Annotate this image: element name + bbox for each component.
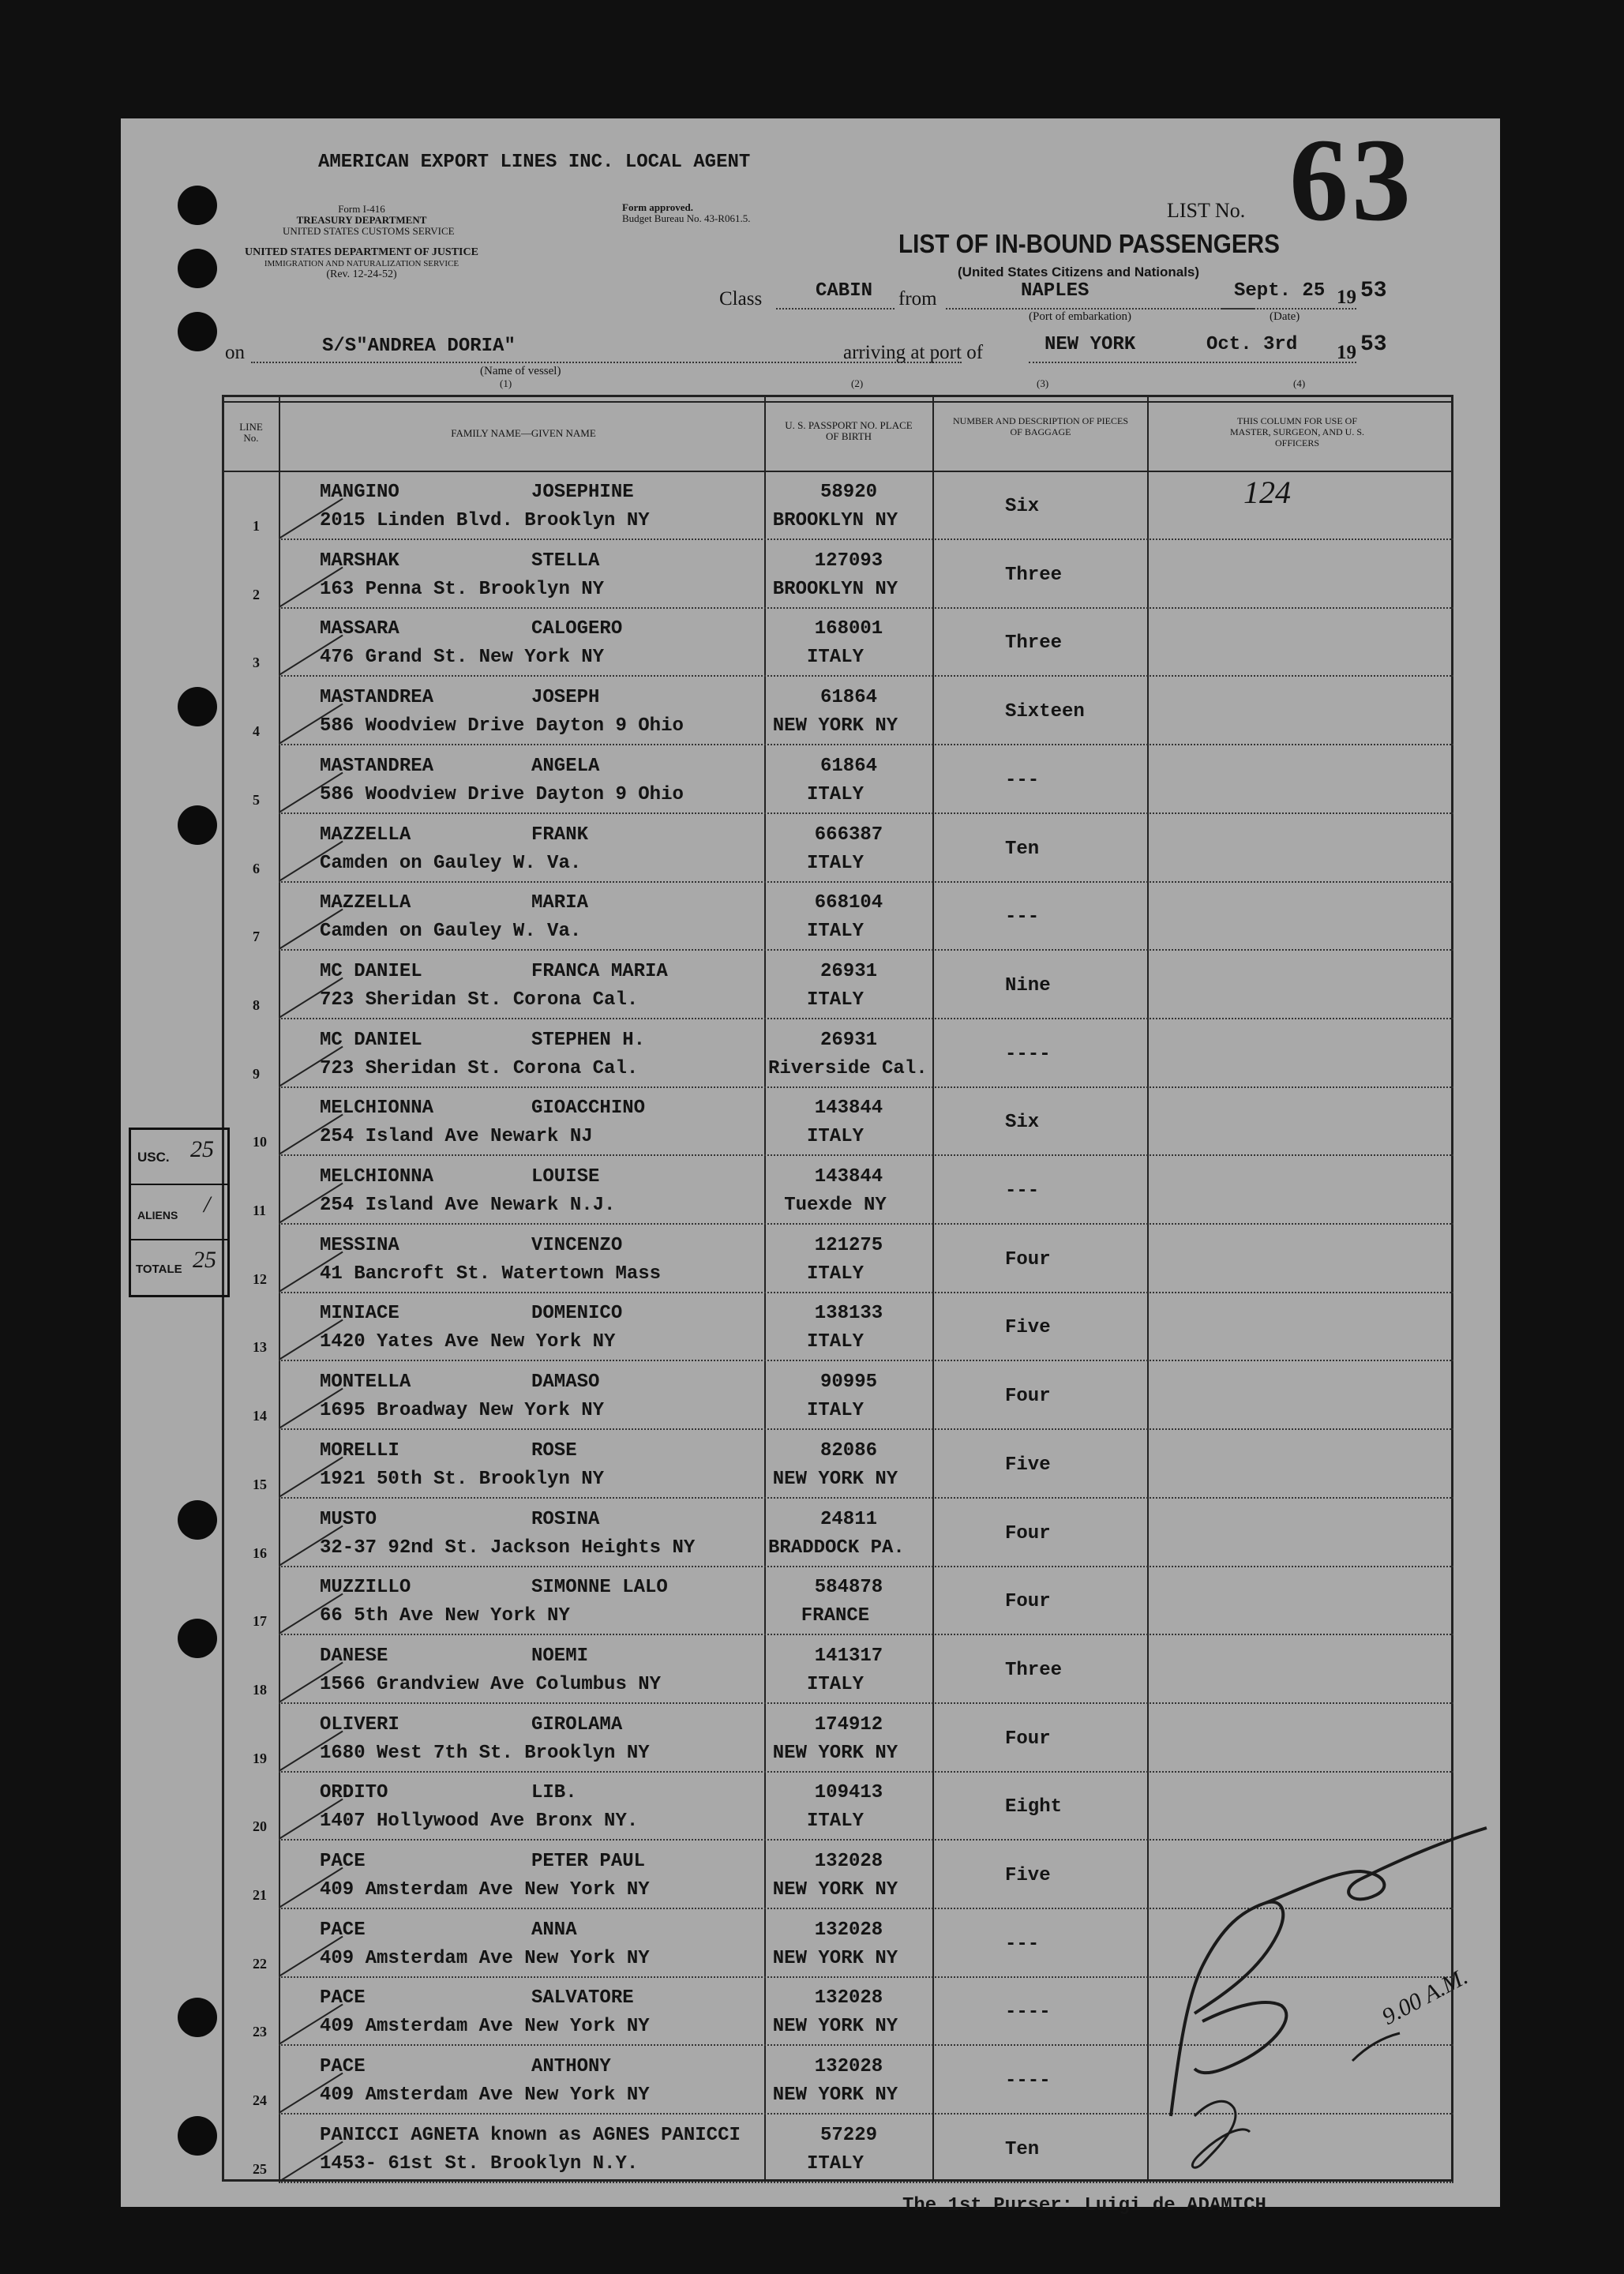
given-name: ANNA <box>531 1919 577 1941</box>
place-of-birth: ITALY <box>806 1126 864 1148</box>
passport-number: 82086 <box>820 1439 877 1462</box>
arriving-label: arriving at port of <box>843 342 984 363</box>
given-name: DAMASO <box>531 1372 600 1394</box>
agent-stamp: AMERICAN EXPORT LINES INC. LOCAL AGENT <box>318 152 751 173</box>
place-of-birth: NEW YORK NY <box>772 1947 898 1969</box>
line-number: 9 <box>253 1065 260 1082</box>
baggage: Three <box>1005 1659 1063 1681</box>
form-title: LIST OF IN-BOUND PASSENGERS <box>898 229 1280 258</box>
passport-number: 57229 <box>820 2124 877 2146</box>
given-name: STELLA <box>531 550 600 572</box>
table-row <box>121 607 1461 675</box>
form-subtitle: (United States Citizens and Nationals) <box>958 265 1200 280</box>
passport-number: 584878 <box>814 1577 883 1599</box>
given-name: PETER PAUL <box>531 1851 646 1872</box>
ref-3: (3) <box>1037 377 1049 389</box>
signature-time: 9.00 A.M. <box>1378 1963 1472 2031</box>
binder-hole <box>178 186 217 225</box>
address: 1921 50th St. Brooklyn NY <box>320 1468 605 1490</box>
given-name: GIROLAMA <box>531 1713 623 1736</box>
col-passport: U. S. PASSPORT NO. PLACE OF BIRTH <box>785 419 913 442</box>
date-label: (Date) <box>1270 310 1300 323</box>
address: Camden on Gauley W. Va. <box>320 921 582 943</box>
baggage: Eight <box>1005 1796 1063 1818</box>
family-name: PACE <box>320 1987 366 2009</box>
arrive-date: Oct. 3rd <box>1206 334 1298 355</box>
tally-box <box>129 1128 230 1297</box>
manifest-page <box>121 114 1500 2216</box>
baggage: --- <box>1005 769 1040 791</box>
passport-number: 90995 <box>820 1372 877 1394</box>
passport-number: 138133 <box>814 1303 883 1325</box>
place-of-birth: ITALY <box>806 1811 864 1833</box>
passport-number: 132028 <box>814 1919 883 1941</box>
address: 1407 Hollywood Ave Bronx NY. <box>320 1811 639 1833</box>
address: 1453- 61st St. Brooklyn N.Y. <box>320 2152 639 2175</box>
passport-number: 26931 <box>820 1029 877 1051</box>
given-name: MARIA <box>531 892 589 914</box>
col-baggage: NUMBER AND DESCRIPTION OF PIECES OF BAGGAGE <box>952 415 1129 437</box>
vessel-name: S/S"ANDREA DORIA" <box>322 336 516 357</box>
ref-2: (2) <box>851 377 864 389</box>
family-name: MASSARA <box>320 618 399 640</box>
place-of-birth: ITALY <box>806 1673 864 1695</box>
passport-number: 61864 <box>820 755 877 777</box>
line-number: 19 <box>253 1750 267 1766</box>
family-name: MESSINA <box>320 1234 399 1256</box>
place-of-birth: ITALY <box>806 989 864 1011</box>
baggage: Four <box>1005 1728 1051 1750</box>
baggage: Six <box>1005 496 1040 517</box>
place-of-birth: BROOKLYN NY <box>772 510 898 531</box>
address: 1420 Yates Ave New York NY <box>320 1331 616 1353</box>
given-name: NOEMI <box>531 1645 589 1667</box>
address: 41 Bancroft St. Watertown Mass <box>320 1263 662 1285</box>
passport-number: 141317 <box>814 1645 883 1667</box>
on-label: on <box>225 342 245 363</box>
address: 163 Penna St. Brooklyn NY <box>320 578 605 600</box>
line-number: 10 <box>253 1134 267 1150</box>
place-of-birth: ITALY <box>806 647 864 669</box>
baggage: --- <box>1005 1933 1040 1955</box>
line-number: 2 <box>253 586 260 602</box>
line-number: 4 <box>253 723 260 740</box>
family-name: MANGINO <box>320 482 399 503</box>
given-name: SALVATORE <box>531 1987 634 2009</box>
baggage: Four <box>1005 1386 1051 1408</box>
given-name: LOUISE <box>531 1166 600 1188</box>
baggage: Three <box>1005 564 1063 586</box>
table-row <box>121 471 1461 538</box>
line-number: 3 <box>253 655 260 671</box>
family-name: PACE <box>320 1851 366 1872</box>
passport-number: 668104 <box>814 892 883 914</box>
line-number: 22 <box>253 1955 267 1972</box>
family-name: MINIACE <box>320 1303 399 1325</box>
binder-hole <box>178 249 217 288</box>
place-of-birth: ITALY <box>806 2152 864 2175</box>
address: 66 5th Ave New York NY <box>320 1605 570 1627</box>
embark-label: (Port of embarkation) <box>1029 310 1131 323</box>
baggage: Five <box>1005 1454 1051 1476</box>
place-of-birth: BROOKLYN NY <box>772 578 898 600</box>
baggage: Four <box>1005 1522 1051 1544</box>
total-value: 25 <box>193 1247 216 1273</box>
department-block: UNITED STATES DEPARTMENT OF JUSTICE IMMIGRATION AND NATURALIZATION SERVICE (Rev. 12-24-52) <box>245 246 478 280</box>
passport-number: 143844 <box>814 1098 883 1120</box>
form-block: Form I-416 TREASURY DEPARTMENT UNITED STATES CUSTOMS SERVICE <box>283 203 455 237</box>
address: 32-37 92nd St. Jackson Heights NY <box>320 1537 696 1559</box>
passport-number: 168001 <box>814 618 883 640</box>
address: 254 Island Ave Newark NJ <box>320 1126 593 1148</box>
passport-number: 174912 <box>814 1713 883 1736</box>
line-number: 18 <box>253 1681 267 1698</box>
baggage: Ten <box>1005 2138 1040 2160</box>
given-name: ANGELA <box>531 755 600 777</box>
baggage: Five <box>1005 1865 1051 1886</box>
address: 586 Woodview Drive Dayton 9 Ohio <box>320 715 684 737</box>
family-name: PACE <box>320 1919 366 1941</box>
vessel-label: (Name of vessel) <box>480 365 561 377</box>
given-name: JOSEPH <box>531 687 600 709</box>
passport-number: 61864 <box>820 687 877 709</box>
address: 723 Sheridan St. Corona Cal. <box>320 989 639 1011</box>
family-name: MAZZELLA <box>320 892 411 914</box>
table-row <box>121 1703 1461 1771</box>
from-label: from <box>898 288 937 310</box>
table-row <box>121 1155 1461 1223</box>
address: 254 Island Ave Newark N.J. <box>320 1195 616 1216</box>
line-number: 13 <box>253 1339 267 1356</box>
table-row <box>121 1566 1461 1634</box>
address: 2015 Linden Blvd. Brooklyn NY <box>320 510 650 531</box>
given-name: LIB. <box>531 1782 577 1804</box>
table-row <box>121 1498 1461 1566</box>
address: 1695 Broadway New York NY <box>320 1400 605 1422</box>
given-name: FRANCA MARIA <box>531 960 668 982</box>
passport-number: 666387 <box>814 824 883 846</box>
family-name: MELCHIONNA <box>320 1166 434 1188</box>
passport-number: 132028 <box>814 1851 883 1872</box>
given-name: ROSINA <box>531 1508 600 1530</box>
given-name: ANTHONY <box>531 2056 611 2078</box>
passport-number: 58920 <box>820 482 877 503</box>
baggage: Six <box>1005 1112 1040 1134</box>
line-number: 25 <box>253 2160 267 2177</box>
line-number: 15 <box>253 1476 267 1492</box>
place-of-birth: NEW YORK NY <box>772 715 898 737</box>
line-number: 12 <box>253 1270 267 1287</box>
place-of-birth: ITALY <box>806 783 864 805</box>
family-name: OLIVERI <box>320 1713 399 1736</box>
family-name: MARSHAK <box>320 550 399 572</box>
table-row <box>121 1634 1461 1702</box>
place-of-birth: NEW YORK NY <box>772 2084 898 2107</box>
line-number: 8 <box>253 996 260 1013</box>
place-of-birth: ITALY <box>806 852 864 874</box>
address: 723 Sheridan St. Corona Cal. <box>320 1057 639 1079</box>
given-name: JOSEPHINE <box>531 482 634 503</box>
family-name: MUSTO <box>320 1508 377 1530</box>
passport-number: 109413 <box>814 1782 883 1804</box>
baggage: ---- <box>1005 2070 1051 2092</box>
class-value: CABIN <box>816 280 873 302</box>
table-row <box>121 1224 1461 1292</box>
baggage: Sixteen <box>1005 701 1085 723</box>
table-row <box>121 539 1461 607</box>
family-name: MASTANDREA <box>320 687 434 709</box>
usc-value: 25 <box>190 1136 214 1162</box>
list-number: 63 <box>1289 114 1414 246</box>
place-of-birth: BRADDOCK PA. <box>768 1537 905 1559</box>
address: 1566 Grandview Ave Columbus NY <box>320 1673 662 1695</box>
col-officers: THIS COLUMN FOR USE OF MASTER, SURGEON, AND U. S. OFFICERS <box>1229 415 1365 448</box>
address: 476 Grand St. New York NY <box>320 647 605 669</box>
given-name: FRANK <box>531 824 589 846</box>
baggage: Four <box>1005 1591 1051 1613</box>
line-number: 21 <box>253 1887 267 1903</box>
table-row <box>121 813 1461 881</box>
table-row <box>121 1360 1461 1428</box>
address: 409 Amsterdam Ave New York NY <box>320 2016 650 2038</box>
baggage: Five <box>1005 1317 1051 1339</box>
address: 1680 West 7th St. Brooklyn NY <box>320 1742 650 1764</box>
given-name: CALOGERO <box>531 618 623 640</box>
line-number: 7 <box>253 929 260 945</box>
family-name: DANESE <box>320 1645 388 1667</box>
aliens-label: ALIENS <box>137 1209 178 1221</box>
baggage: ---- <box>1005 1043 1051 1065</box>
family-name: MASTANDREA <box>320 755 434 777</box>
from-value: NAPLES <box>1021 280 1090 302</box>
line-number: 11 <box>253 1203 267 1218</box>
total-label: TOTALE <box>136 1263 182 1276</box>
line-number: 20 <box>253 1818 267 1835</box>
passport-number: 143844 <box>814 1166 883 1188</box>
ref-4: (4) <box>1293 377 1306 389</box>
given-name: ROSE <box>531 1439 577 1462</box>
place-of-birth: ITALY <box>806 1400 864 1422</box>
arrive-year-prefix: 19 <box>1337 342 1356 363</box>
place-of-birth: ITALY <box>806 1331 864 1353</box>
place-of-birth: ITALY <box>806 1263 864 1285</box>
family-name: MC DANIEL <box>320 960 422 982</box>
table-row <box>121 745 1461 812</box>
place-of-birth: NEW YORK NY <box>772 1468 898 1490</box>
table-row <box>121 1019 1461 1086</box>
family-name: PACE <box>320 2056 366 2078</box>
given-name: GIOACCHINO <box>531 1098 646 1120</box>
address: 409 Amsterdam Ave New York NY <box>320 2084 650 2107</box>
family-name: MELCHIONNA <box>320 1098 434 1120</box>
passport-number: 26931 <box>820 960 877 982</box>
place-of-birth: Tuexde NY <box>784 1195 887 1216</box>
given-name: DOMENICO <box>531 1303 623 1325</box>
line-number: 24 <box>253 2092 267 2109</box>
form-approved: Form approved. Budget Bureau No. 43-R061.5. <box>622 201 751 224</box>
given-name: VINCENZO <box>531 1234 623 1256</box>
class-label: Class <box>719 288 763 310</box>
aliens-value: / <box>204 1191 211 1218</box>
baggage: Ten <box>1005 838 1040 860</box>
line-number: 6 <box>253 860 260 876</box>
table-row <box>121 1086 1461 1154</box>
place-of-birth: NEW YORK NY <box>772 1742 898 1764</box>
arrive-year: 53 <box>1360 332 1387 357</box>
table-row <box>121 881 1461 949</box>
passport-number: 24811 <box>820 1508 877 1530</box>
baggage: --- <box>1005 906 1040 929</box>
passport-number: 121275 <box>814 1234 883 1256</box>
family-name: MORELLI <box>320 1439 399 1462</box>
line-number: 14 <box>253 1408 267 1424</box>
given-name: STEPHEN H. <box>531 1029 646 1051</box>
line-number: 17 <box>253 1613 267 1630</box>
family-name: MAZZELLA <box>320 824 411 846</box>
place-of-birth: ITALY <box>806 921 864 943</box>
passport-number: 127093 <box>814 550 883 572</box>
col-name: FAMILY NAME—GIVEN NAME <box>451 427 596 439</box>
baggage: --- <box>1005 1180 1040 1202</box>
address: Camden on Gauley W. Va. <box>320 852 582 874</box>
line-number: 23 <box>253 2024 267 2040</box>
table-row <box>121 676 1461 744</box>
year-prefix: 19 <box>1337 287 1356 308</box>
family-name: MC DANIEL <box>320 1029 422 1051</box>
passport-number: 132028 <box>814 1987 883 2009</box>
purser-signature: The 1st Purser: Luigi de ADAMICH <box>902 2195 1266 2216</box>
address: 409 Amsterdam Ave New York NY <box>320 1947 650 1969</box>
baggage: Nine <box>1005 974 1051 996</box>
baggage: ---- <box>1005 2002 1051 2024</box>
place-of-birth: NEW YORK NY <box>772 2016 898 2038</box>
line-number: 16 <box>253 1544 267 1561</box>
date-value: Sept. 25 <box>1234 280 1326 302</box>
binder-hole <box>178 312 217 351</box>
passport-number: 132028 <box>814 2056 883 2078</box>
family-name: MONTELLA <box>320 1372 411 1394</box>
col-line-no: LINE No. <box>239 421 263 444</box>
table-row <box>121 950 1461 1018</box>
address: 409 Amsterdam Ave New York NY <box>320 1879 650 1901</box>
baggage: Three <box>1005 632 1063 655</box>
line-number: 5 <box>253 791 260 808</box>
table-row <box>121 1429 1461 1497</box>
family-name: PANICCI AGNETA known as AGNES PANICCI <box>320 2124 741 2146</box>
list-no-label: LIST No. <box>1167 199 1246 222</box>
port-value: NEW YORK <box>1045 334 1136 355</box>
place-of-birth: FRANCE <box>801 1605 870 1627</box>
line-number: 1 <box>253 518 260 534</box>
baggage: Four <box>1005 1248 1051 1270</box>
place-of-birth: NEW YORK NY <box>772 1879 898 1901</box>
officer-note: 124 <box>1243 475 1291 510</box>
place-of-birth: Riverside Cal. <box>768 1057 928 1079</box>
table-row <box>121 1292 1461 1360</box>
ref-1: (1) <box>500 377 512 389</box>
address: 586 Woodview Drive Dayton 9 Ohio <box>320 783 684 805</box>
year-value: 53 <box>1360 279 1387 303</box>
family-name: ORDITO <box>320 1782 388 1804</box>
usc-label: USC. <box>137 1150 170 1165</box>
family-name: MUZZILLO <box>320 1577 411 1599</box>
given-name: SIMONNE LALO <box>531 1577 668 1599</box>
